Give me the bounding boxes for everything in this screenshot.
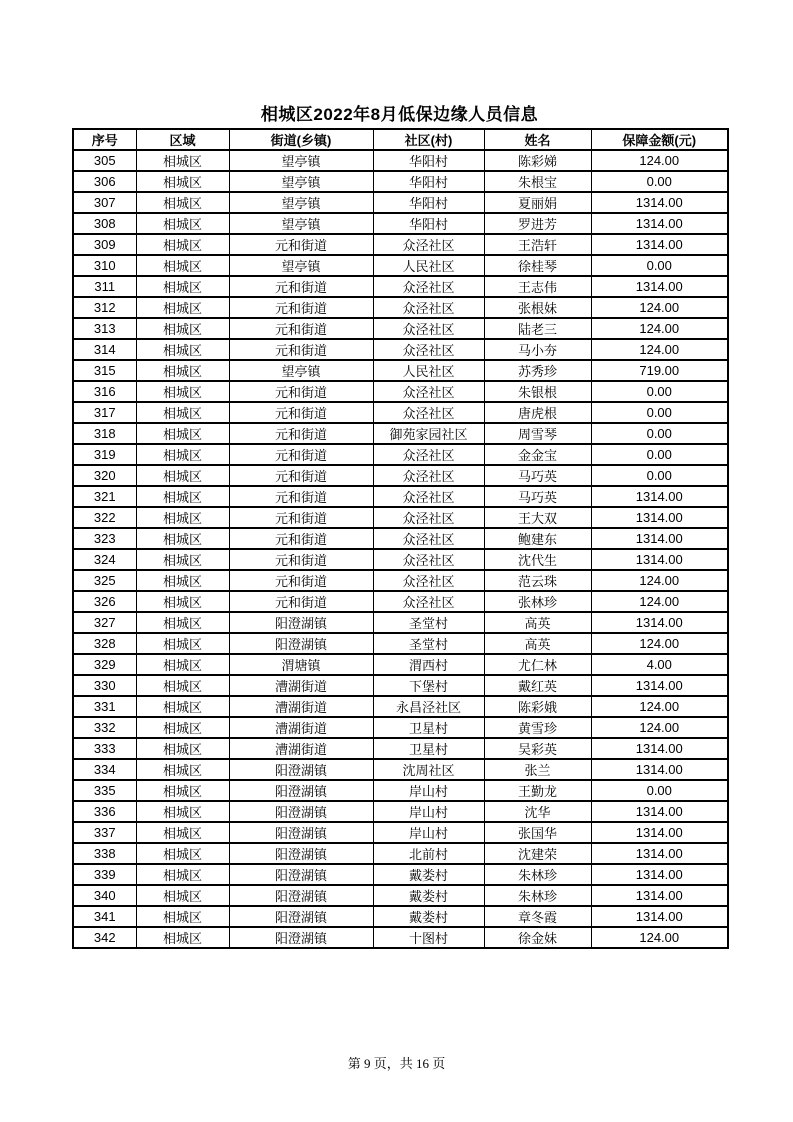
table-row <box>73 465 728 486</box>
table-row <box>73 549 728 570</box>
table-row <box>73 276 728 297</box>
records-table <box>72 128 729 949</box>
cell-street: 元和街道 <box>229 465 373 486</box>
cell-amount: 0.00 <box>591 444 728 465</box>
cell-community: 众泾社区 <box>373 381 484 402</box>
cell-name: 沈代生 <box>484 549 591 570</box>
cell-street: 阳澄湖镇 <box>229 633 373 654</box>
table-row <box>73 318 728 339</box>
cell-amount: 124.00 <box>591 339 728 360</box>
cell-street: 漕湖街道 <box>229 675 373 696</box>
cell-amount: 1314.00 <box>591 885 728 906</box>
cell-region: 相城区 <box>136 360 229 381</box>
cell-region: 相城区 <box>136 213 229 234</box>
cell-serial: 332 <box>73 717 136 738</box>
cell-region: 相城区 <box>136 381 229 402</box>
column-header-region: 区域 <box>136 129 229 150</box>
cell-amount: 0.00 <box>591 423 728 444</box>
cell-community: 众泾社区 <box>373 591 484 612</box>
cell-serial: 339 <box>73 864 136 885</box>
cell-street: 元和街道 <box>229 276 373 297</box>
cell-amount: 1314.00 <box>591 801 728 822</box>
cell-serial: 310 <box>73 255 136 276</box>
cell-serial: 327 <box>73 612 136 633</box>
table-row <box>73 570 728 591</box>
cell-name: 张国华 <box>484 822 591 843</box>
cell-amount: 0.00 <box>591 381 728 402</box>
cell-amount: 124.00 <box>591 318 728 339</box>
cell-serial: 319 <box>73 444 136 465</box>
cell-region: 相城区 <box>136 612 229 633</box>
cell-region: 相城区 <box>136 801 229 822</box>
cell-amount: 124.00 <box>591 297 728 318</box>
cell-street: 阳澄湖镇 <box>229 906 373 927</box>
cell-serial: 305 <box>73 150 136 171</box>
cell-name: 王勤龙 <box>484 780 591 801</box>
cell-serial: 307 <box>73 192 136 213</box>
cell-name: 金金宝 <box>484 444 591 465</box>
cell-region: 相城区 <box>136 192 229 213</box>
cell-street: 元和街道 <box>229 339 373 360</box>
cell-name: 沈华 <box>484 801 591 822</box>
cell-community: 众泾社区 <box>373 549 484 570</box>
cell-street: 元和街道 <box>229 318 373 339</box>
cell-amount: 124.00 <box>591 717 728 738</box>
cell-region: 相城区 <box>136 255 229 276</box>
cell-serial: 326 <box>73 591 136 612</box>
page-title: 相城区2022年8月低保边缘人员信息 <box>260 105 539 124</box>
cell-street: 元和街道 <box>229 402 373 423</box>
cell-amount: 124.00 <box>591 633 728 654</box>
cell-street: 望亭镇 <box>229 192 373 213</box>
cell-amount: 1314.00 <box>591 234 728 255</box>
cell-community: 众泾社区 <box>373 444 484 465</box>
cell-community: 戴娄村 <box>373 864 484 885</box>
cell-region: 相城区 <box>136 906 229 927</box>
cell-amount: 4.00 <box>591 654 728 675</box>
cell-serial: 333 <box>73 738 136 759</box>
cell-street: 阳澄湖镇 <box>229 864 373 885</box>
cell-street: 望亭镇 <box>229 360 373 381</box>
cell-street: 元和街道 <box>229 486 373 507</box>
cell-region: 相城区 <box>136 402 229 423</box>
cell-amount: 1314.00 <box>591 675 728 696</box>
table-row <box>73 822 728 843</box>
cell-community: 众泾社区 <box>373 402 484 423</box>
cell-name: 章冬霞 <box>484 906 591 927</box>
table-row <box>73 885 728 906</box>
cell-region: 相城区 <box>136 591 229 612</box>
cell-community: 众泾社区 <box>373 339 484 360</box>
table-row <box>73 255 728 276</box>
cell-community: 人民社区 <box>373 360 484 381</box>
cell-amount: 124.00 <box>591 696 728 717</box>
cell-region: 相城区 <box>136 927 229 948</box>
table-row <box>73 738 728 759</box>
cell-region: 相城区 <box>136 780 229 801</box>
cell-name: 马巧英 <box>484 486 591 507</box>
cell-serial: 336 <box>73 801 136 822</box>
table-row <box>73 507 728 528</box>
cell-amount: 1314.00 <box>591 192 728 213</box>
cell-name: 黄雪珍 <box>484 717 591 738</box>
cell-region: 相城区 <box>136 297 229 318</box>
cell-name: 王志伟 <box>484 276 591 297</box>
cell-region: 相城区 <box>136 465 229 486</box>
cell-serial: 316 <box>73 381 136 402</box>
cell-serial: 335 <box>73 780 136 801</box>
table-row <box>73 486 728 507</box>
cell-amount: 1314.00 <box>591 738 728 759</box>
cell-region: 相城区 <box>136 549 229 570</box>
column-header-serial: 序号 <box>73 129 136 150</box>
cell-serial: 321 <box>73 486 136 507</box>
cell-name: 马巧英 <box>484 465 591 486</box>
column-header-amount: 保障金额(元) <box>591 129 728 150</box>
cell-amount: 124.00 <box>591 591 728 612</box>
cell-name: 戴红英 <box>484 675 591 696</box>
cell-serial: 337 <box>73 822 136 843</box>
cell-street: 阳澄湖镇 <box>229 612 373 633</box>
table-row <box>73 339 728 360</box>
cell-community: 十图村 <box>373 927 484 948</box>
cell-region: 相城区 <box>136 150 229 171</box>
cell-community: 御苑家园社区 <box>373 423 484 444</box>
cell-street: 渭塘镇 <box>229 654 373 675</box>
cell-community: 永昌泾社区 <box>373 696 484 717</box>
cell-amount: 124.00 <box>591 570 728 591</box>
cell-serial: 328 <box>73 633 136 654</box>
cell-community: 众泾社区 <box>373 570 484 591</box>
cell-serial: 342 <box>73 927 136 948</box>
table-row <box>73 759 728 780</box>
cell-street: 阳澄湖镇 <box>229 801 373 822</box>
cell-name: 徐桂琴 <box>484 255 591 276</box>
cell-community: 华阳村 <box>373 192 484 213</box>
cell-name: 陈彩娣 <box>484 150 591 171</box>
cell-name: 朱林珍 <box>484 885 591 906</box>
cell-community: 卫星村 <box>373 717 484 738</box>
header-row <box>73 129 728 150</box>
cell-amount: 1314.00 <box>591 759 728 780</box>
cell-street: 元和街道 <box>229 507 373 528</box>
cell-serial: 308 <box>73 213 136 234</box>
cell-street: 元和街道 <box>229 381 373 402</box>
cell-community: 岸山村 <box>373 822 484 843</box>
cell-street: 阳澄湖镇 <box>229 780 373 801</box>
cell-community: 众泾社区 <box>373 234 484 255</box>
cell-region: 相城区 <box>136 318 229 339</box>
cell-region: 相城区 <box>136 738 229 759</box>
cell-community: 华阳村 <box>373 171 484 192</box>
cell-street: 漕湖街道 <box>229 738 373 759</box>
table-row <box>73 213 728 234</box>
cell-street: 漕湖街道 <box>229 696 373 717</box>
cell-serial: 306 <box>73 171 136 192</box>
cell-amount: 1314.00 <box>591 843 728 864</box>
cell-street: 元和街道 <box>229 297 373 318</box>
cell-region: 相城区 <box>136 843 229 864</box>
cell-serial: 329 <box>73 654 136 675</box>
cell-amount: 0.00 <box>591 402 728 423</box>
table-row <box>73 591 728 612</box>
cell-serial: 314 <box>73 339 136 360</box>
table-body <box>73 150 728 948</box>
cell-street: 阳澄湖镇 <box>229 843 373 864</box>
cell-region: 相城区 <box>136 507 229 528</box>
cell-amount: 1314.00 <box>591 906 728 927</box>
cell-amount: 1314.00 <box>591 276 728 297</box>
cell-community: 众泾社区 <box>373 276 484 297</box>
cell-amount: 124.00 <box>591 150 728 171</box>
table-row <box>73 633 728 654</box>
cell-name: 朱银根 <box>484 381 591 402</box>
table-row <box>73 171 728 192</box>
cell-region: 相城区 <box>136 423 229 444</box>
cell-street: 元和街道 <box>229 549 373 570</box>
cell-amount: 1314.00 <box>591 822 728 843</box>
cell-amount: 1314.00 <box>591 486 728 507</box>
cell-region: 相城区 <box>136 633 229 654</box>
cell-street: 阳澄湖镇 <box>229 885 373 906</box>
cell-name: 朱根宝 <box>484 171 591 192</box>
cell-serial: 334 <box>73 759 136 780</box>
cell-amount: 1314.00 <box>591 507 728 528</box>
cell-serial: 317 <box>73 402 136 423</box>
cell-community: 岸山村 <box>373 801 484 822</box>
cell-region: 相城区 <box>136 696 229 717</box>
cell-community: 圣堂村 <box>373 633 484 654</box>
cell-community: 渭西村 <box>373 654 484 675</box>
cell-community: 众泾社区 <box>373 528 484 549</box>
cell-street: 元和街道 <box>229 234 373 255</box>
cell-amount: 0.00 <box>591 780 728 801</box>
table-row <box>73 612 728 633</box>
cell-region: 相城区 <box>136 339 229 360</box>
cell-serial: 338 <box>73 843 136 864</box>
cell-community: 戴娄村 <box>373 906 484 927</box>
cell-amount: 719.00 <box>591 360 728 381</box>
cell-community: 众泾社区 <box>373 465 484 486</box>
cell-serial: 324 <box>73 549 136 570</box>
cell-name: 唐虎根 <box>484 402 591 423</box>
table-row <box>73 297 728 318</box>
cell-name: 陆老三 <box>484 318 591 339</box>
table-row <box>73 444 728 465</box>
cell-community: 戴娄村 <box>373 885 484 906</box>
cell-community: 华阳村 <box>373 213 484 234</box>
cell-region: 相城区 <box>136 234 229 255</box>
table-row <box>73 906 728 927</box>
table-row <box>73 423 728 444</box>
cell-community: 沈周社区 <box>373 759 484 780</box>
cell-amount: 1314.00 <box>591 213 728 234</box>
cell-street: 元和街道 <box>229 444 373 465</box>
cell-region: 相城区 <box>136 444 229 465</box>
cell-street: 元和街道 <box>229 570 373 591</box>
cell-community: 卫星村 <box>373 738 484 759</box>
cell-amount: 0.00 <box>591 255 728 276</box>
cell-amount: 1314.00 <box>591 528 728 549</box>
cell-region: 相城区 <box>136 885 229 906</box>
cell-amount: 124.00 <box>591 927 728 948</box>
cell-name: 夏丽娟 <box>484 192 591 213</box>
cell-street: 元和街道 <box>229 591 373 612</box>
column-header-street: 街道(乡镇) <box>229 129 373 150</box>
cell-serial: 340 <box>73 885 136 906</box>
cell-street: 望亭镇 <box>229 150 373 171</box>
table-row <box>73 675 728 696</box>
table-row <box>73 864 728 885</box>
cell-amount: 1314.00 <box>591 612 728 633</box>
cell-amount: 0.00 <box>591 465 728 486</box>
cell-name: 马小夯 <box>484 339 591 360</box>
cell-name: 吴彩英 <box>484 738 591 759</box>
table-row <box>73 717 728 738</box>
cell-serial: 309 <box>73 234 136 255</box>
cell-name: 鲍建东 <box>484 528 591 549</box>
cell-community: 北前村 <box>373 843 484 864</box>
cell-name: 张林珍 <box>484 591 591 612</box>
cell-street: 望亭镇 <box>229 171 373 192</box>
cell-community: 众泾社区 <box>373 486 484 507</box>
table-row <box>73 360 728 381</box>
cell-street: 阳澄湖镇 <box>229 759 373 780</box>
cell-street: 阳澄湖镇 <box>229 822 373 843</box>
cell-name: 高英 <box>484 633 591 654</box>
cell-street: 元和街道 <box>229 528 373 549</box>
table-row <box>73 528 728 549</box>
table-row <box>73 780 728 801</box>
table-row <box>73 402 728 423</box>
cell-amount: 1314.00 <box>591 864 728 885</box>
cell-community: 圣堂村 <box>373 612 484 633</box>
page-footer: 第 9 页，共 16 页 <box>347 1056 446 1071</box>
cell-name: 罗进芳 <box>484 213 591 234</box>
table-row <box>73 696 728 717</box>
cell-name: 高英 <box>484 612 591 633</box>
cell-serial: 320 <box>73 465 136 486</box>
cell-name: 苏秀珍 <box>484 360 591 381</box>
table-row <box>73 234 728 255</box>
cell-serial: 331 <box>73 696 136 717</box>
cell-street: 漕湖街道 <box>229 717 373 738</box>
cell-name: 沈建荣 <box>484 843 591 864</box>
cell-serial: 325 <box>73 570 136 591</box>
cell-name: 徐金妹 <box>484 927 591 948</box>
table-header <box>73 129 728 150</box>
cell-amount: 1314.00 <box>591 549 728 570</box>
cell-name: 朱林珍 <box>484 864 591 885</box>
cell-name: 王浩轩 <box>484 234 591 255</box>
cell-street: 阳澄湖镇 <box>229 927 373 948</box>
cell-street: 望亭镇 <box>229 213 373 234</box>
cell-name: 陈彩娥 <box>484 696 591 717</box>
cell-community: 下堡村 <box>373 675 484 696</box>
cell-region: 相城区 <box>136 822 229 843</box>
table-row <box>73 192 728 213</box>
cell-region: 相城区 <box>136 276 229 297</box>
cell-region: 相城区 <box>136 759 229 780</box>
cell-community: 众泾社区 <box>373 507 484 528</box>
cell-serial: 322 <box>73 507 136 528</box>
cell-serial: 311 <box>73 276 136 297</box>
table-row <box>73 927 728 948</box>
cell-street: 望亭镇 <box>229 255 373 276</box>
table-row <box>73 150 728 171</box>
column-header-name: 姓名 <box>484 129 591 150</box>
cell-community: 岸山村 <box>373 780 484 801</box>
cell-name: 尤仁林 <box>484 654 591 675</box>
cell-name: 王大双 <box>484 507 591 528</box>
column-header-community: 社区(村) <box>373 129 484 150</box>
cell-serial: 330 <box>73 675 136 696</box>
cell-name: 张兰 <box>484 759 591 780</box>
cell-serial: 313 <box>73 318 136 339</box>
cell-name: 范云珠 <box>484 570 591 591</box>
cell-name: 张根妹 <box>484 297 591 318</box>
cell-serial: 315 <box>73 360 136 381</box>
cell-name: 周雪琴 <box>484 423 591 444</box>
cell-region: 相城区 <box>136 486 229 507</box>
cell-community: 华阳村 <box>373 150 484 171</box>
cell-amount: 0.00 <box>591 171 728 192</box>
cell-region: 相城区 <box>136 675 229 696</box>
table-row <box>73 381 728 402</box>
cell-region: 相城区 <box>136 654 229 675</box>
cell-region: 相城区 <box>136 864 229 885</box>
table-row <box>73 843 728 864</box>
cell-community: 人民社区 <box>373 255 484 276</box>
table-row <box>73 801 728 822</box>
table-row <box>73 654 728 675</box>
cell-street: 元和街道 <box>229 423 373 444</box>
cell-serial: 341 <box>73 906 136 927</box>
cell-region: 相城区 <box>136 717 229 738</box>
cell-serial: 318 <box>73 423 136 444</box>
cell-serial: 323 <box>73 528 136 549</box>
cell-region: 相城区 <box>136 570 229 591</box>
cell-region: 相城区 <box>136 528 229 549</box>
cell-community: 众泾社区 <box>373 297 484 318</box>
cell-community: 众泾社区 <box>373 318 484 339</box>
cell-serial: 312 <box>73 297 136 318</box>
cell-region: 相城区 <box>136 171 229 192</box>
